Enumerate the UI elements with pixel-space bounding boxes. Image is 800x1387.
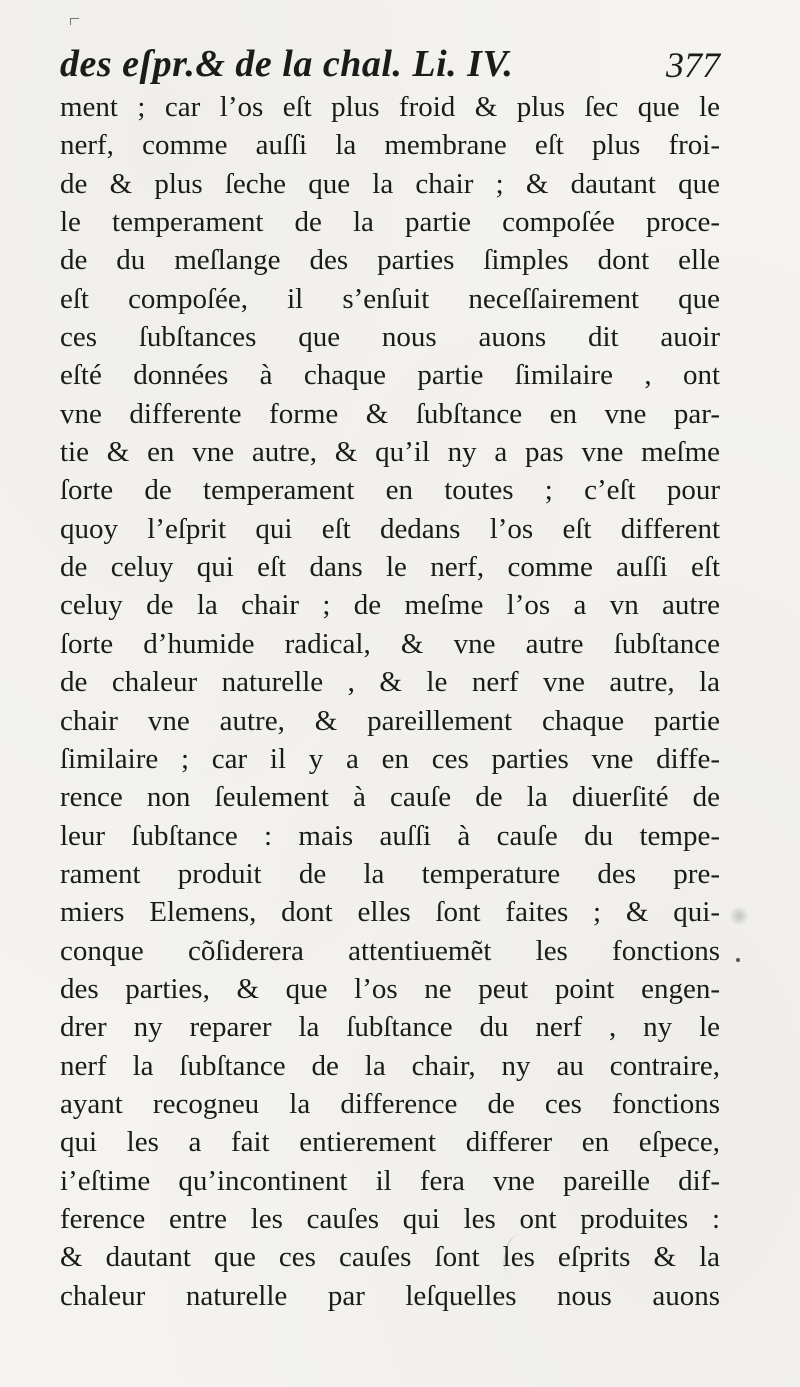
page-number: 377 xyxy=(666,45,720,85)
text-line: ſorte de temperament en toutes ; c’eſt pour xyxy=(60,474,720,507)
text-line: conque cõſiderera attentiuemẽt les fonctions xyxy=(60,934,720,967)
body-text xyxy=(60,88,720,1315)
text-line: de celuy qui eſt dans le nerf, comme auſſi eſt xyxy=(60,551,720,584)
text-line: ces ſubſtances que nous auons dit auoir xyxy=(60,321,720,354)
text-line: nerf, comme auſſi la membrane eſt plus froi- xyxy=(60,129,720,162)
ink-dot xyxy=(736,958,740,962)
text-line: ayant recogneu la difference de ces fonctions xyxy=(60,1087,720,1120)
text-line: eſté données à chaque partie ſimilaire , ont xyxy=(60,359,720,392)
text-line: de chaleur naturelle , & le nerf vne autre, la xyxy=(60,666,720,699)
text-line: chaleur naturelle par leſquelles nous auons xyxy=(60,1279,720,1312)
ink-smudge xyxy=(730,905,748,927)
text-line: rament produit de la temperature des pre- xyxy=(60,857,720,890)
text-line: ſimilaire ; car il y a en ces parties vne diffe- xyxy=(60,742,720,775)
text-line: vne differente forme & ſubſtance en vne par- xyxy=(60,397,720,430)
text-line: ment ; car l’os eſt plus froid & plus ſec que le xyxy=(60,91,720,123)
corner-mark xyxy=(70,18,79,25)
text-line: rence non ſeulement à cauſe de la diuerſité de xyxy=(60,781,720,814)
text-line: & dautant que ces cauſes ſont les eſprits & la xyxy=(60,1241,720,1274)
text-line: eſt compoſée, il s’enſuit neceſſairement que xyxy=(60,282,720,315)
text-line: quoy l’eſprit qui eſt dedans l’os eſt different xyxy=(60,512,720,545)
text-line: nerf la ſubſtance de la chair, ny au contraire, xyxy=(60,1049,720,1082)
text-line: qui les a fait entierement differer en eſpece, xyxy=(60,1126,720,1159)
text-line: i’eſtime qu’incontinent il fera vne pareille dif- xyxy=(60,1164,720,1197)
running-title: des eſpr.& de la chal. Li. IV. xyxy=(60,43,514,85)
text-line: de du meſlange des parties ſimples dont elle xyxy=(60,244,720,277)
text-line: ference entre les cauſes qui les ont produites : xyxy=(60,1202,720,1235)
text-line: le temperament de la partie compoſée proce- xyxy=(60,206,720,239)
text-line: tie & en vne autre, & qu’il ny a pas vne meſme xyxy=(60,436,720,469)
text-line: ſorte d’humide radical, & vne autre ſubſtance xyxy=(60,627,720,660)
text-line: celuy de la chair ; de meſme l’os a vn autre xyxy=(60,589,720,622)
text-line: chair vne autre, & pareillement chaque partie xyxy=(60,704,720,737)
text-line: des parties, & que l’os ne peut point engen- xyxy=(60,972,720,1005)
text-line: miers Elemens, dont elles ſont faites ; & qui- xyxy=(60,896,720,929)
text-line: de & plus ſeche que la chair ; & dautant que xyxy=(60,167,720,200)
text-line: drer ny reparer la ſubſtance du nerf , ny le xyxy=(60,1011,720,1044)
text-line: leur ſubſtance : mais auſſi à cauſe du tempe- xyxy=(60,819,720,852)
